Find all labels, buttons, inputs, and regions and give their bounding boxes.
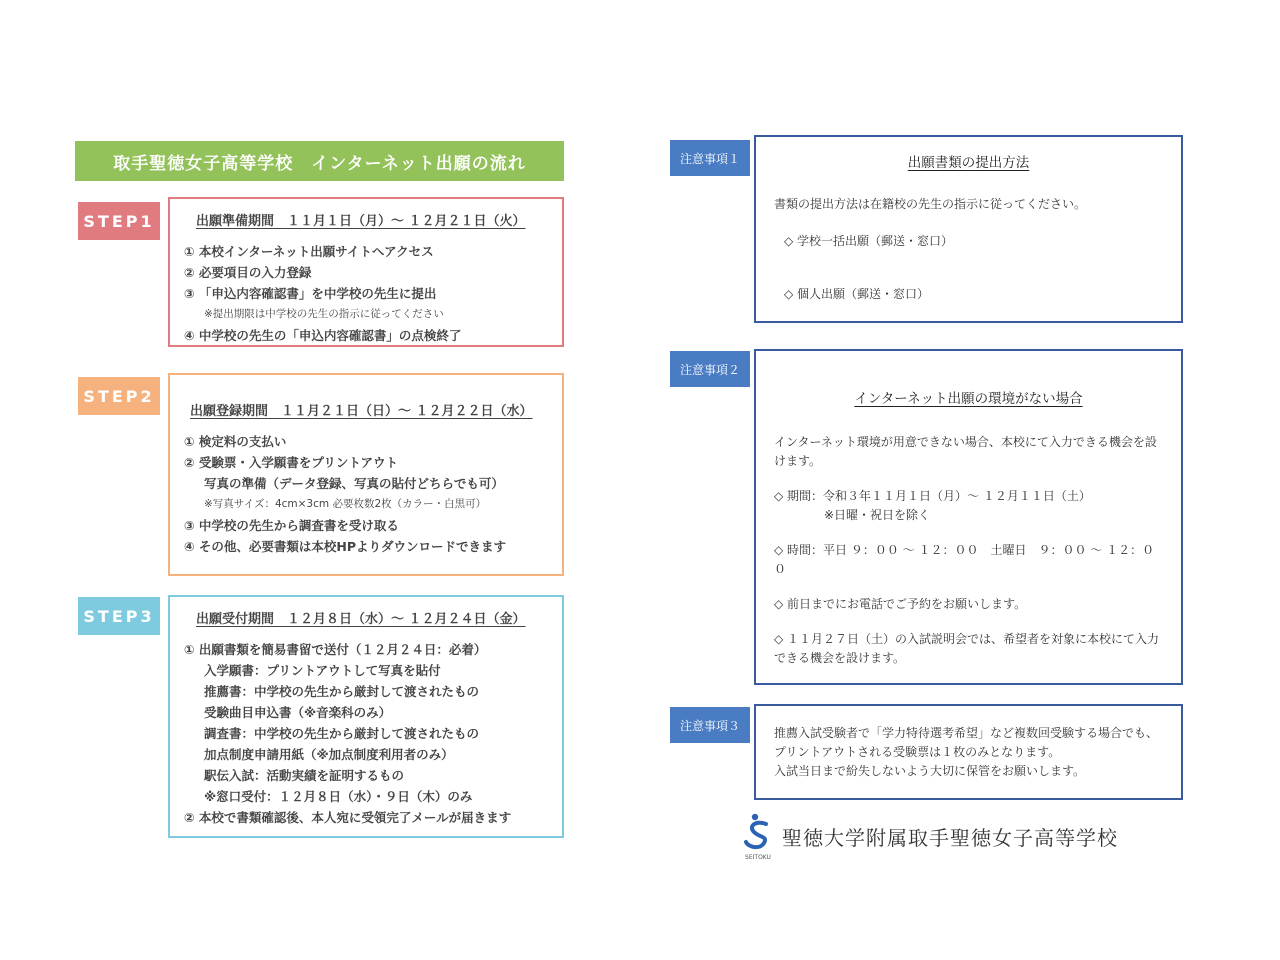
step3-line: ① 出願書類を簡易書留で送付（１２月２４日：必着） bbox=[184, 642, 487, 657]
notice1-heading: 出願書類の提出方法 bbox=[907, 155, 1030, 171]
step3-line: 推薦書：中学校の先生から厳封して渡されたもの bbox=[204, 684, 480, 699]
swirl-logo-icon bbox=[742, 812, 774, 852]
notice3-tag: 注意事項３ bbox=[670, 707, 750, 743]
notice2-period: ◇ 期間：令和３年１１月１日（月）～ １２月１１日（土） bbox=[774, 489, 1091, 503]
notice1-option: ◇ 学校一括出願（郵送・窓口） bbox=[784, 234, 954, 248]
seitoku-logo-mark bbox=[740, 812, 776, 861]
school-name: 聖徳大学附属取手聖徳女子高等学校 bbox=[782, 826, 1118, 850]
step3-label: STEP3 bbox=[78, 597, 160, 635]
step2-line: ① 検定料の支払い bbox=[184, 434, 287, 449]
step3-box bbox=[168, 595, 564, 838]
notice2-heading: インターネット出願の環境がない場合 bbox=[854, 391, 1083, 407]
notice2-tag: 注意事項２ bbox=[670, 351, 750, 387]
notice1-intro: 書類の提出方法は在籍校の先生の指示に従ってください。 bbox=[774, 197, 1087, 211]
step1-period: 出願準備期間 １１月１日（月）～ １２月２１日（火） bbox=[196, 214, 526, 229]
step3-line: 受験曲目申込書（※音楽科のみ） bbox=[204, 705, 392, 720]
notice2-time: ◇ 時間：平日 ９：００ ～ １２：００ 土曜日 ９：００ ～ １２：００ bbox=[774, 543, 1155, 576]
step3-line: ※窓口受付：１２月８日（水）・９日（木）のみ bbox=[204, 789, 473, 804]
notice1-option: ◇ 個人出願（郵送・窓口） bbox=[784, 287, 930, 301]
notice2-period-note: ※日曜・祝日を除く bbox=[824, 508, 931, 522]
step2-line: ④ その他、必要書類は本校HPよりダウンロードできます bbox=[184, 539, 507, 554]
notice3-line: 入試当日まで紛失しないよう大切に保管をお願いします。 bbox=[774, 764, 1086, 778]
notice2-reserve: ◇ 前日までにお電話でご予約をお願いします。 bbox=[774, 597, 1027, 611]
step1-line: ④ 中学校の先生の「申込内容確認書」の点検終了 bbox=[184, 328, 462, 343]
school-logo bbox=[740, 812, 1118, 861]
step1-line: ② 必要項目の入力登録 bbox=[184, 265, 312, 280]
notice3-box bbox=[754, 704, 1183, 800]
notice3-line: プリントアウトされる受験票は１枚のみとなります。 bbox=[774, 745, 1061, 759]
step3-line: 調査書：中学校の先生から厳封して渡されたもの bbox=[204, 726, 480, 741]
notice1-box bbox=[754, 135, 1183, 323]
step1-label: STEP1 bbox=[78, 202, 160, 240]
logo-brand: SEITOKU bbox=[745, 854, 771, 861]
step1-note: ※提出期限は中学校の先生の指示に従ってください bbox=[204, 308, 444, 320]
step3-line: ② 本校で書類確認後、本人宛に受領完了メールが届きます bbox=[184, 810, 512, 825]
notice2-box bbox=[754, 349, 1183, 685]
step2-label: STEP2 bbox=[78, 377, 160, 415]
step1-line: ① 本校インターネット出願サイトへアクセス bbox=[184, 244, 434, 259]
step2-line: ③ 中学校の先生から調査書を受け取る bbox=[184, 518, 399, 533]
step3-line: 入学願書：プリントアウトして写真を貼付 bbox=[204, 663, 441, 678]
step3-period: 出願受付期間 １２月８日（水）～ １２月２４日（金） bbox=[196, 612, 526, 627]
notice1-tag: 注意事項１ bbox=[670, 140, 750, 176]
step2-line: 写真の準備（データ登録、写真の貼付どちらでも可） bbox=[204, 476, 504, 491]
notice3-line: 推薦入試受験者で「学力特待選考希望」など複数回受験する場合でも、 bbox=[774, 726, 1159, 740]
notice2-briefing: ◇ １１月２７日（土）の入試説明会では、希望者を対象に本校にて入力できる機会を設けます。 bbox=[774, 632, 1160, 665]
flow-title: 取手聖徳女子高等学校 インターネット出願の流れ bbox=[75, 141, 564, 181]
notice2-intro: インターネット環境が用意できない場合、本校にて入力できる機会を設けます。 bbox=[774, 435, 1157, 468]
step3-line: 駅伝入試：活動実績を証明するもの bbox=[204, 768, 405, 783]
step1-box bbox=[168, 197, 564, 347]
step1-line: ③ 「申込内容確認書」を中学校の先生に提出 bbox=[184, 286, 437, 301]
step2-period: 出願登録期間 １１月２１日（日）～ １２月２２日（水） bbox=[190, 404, 533, 419]
step2-note: ※写真サイズ：4cm×3cm 必要枚数2枚（カラー・白黒可） bbox=[204, 498, 487, 510]
step3-line: 加点制度申請用紙（※加点制度利用者のみ） bbox=[204, 747, 454, 762]
step2-box bbox=[168, 373, 564, 576]
step2-line: ② 受験票・入学願書をプリントアウト bbox=[184, 455, 399, 470]
